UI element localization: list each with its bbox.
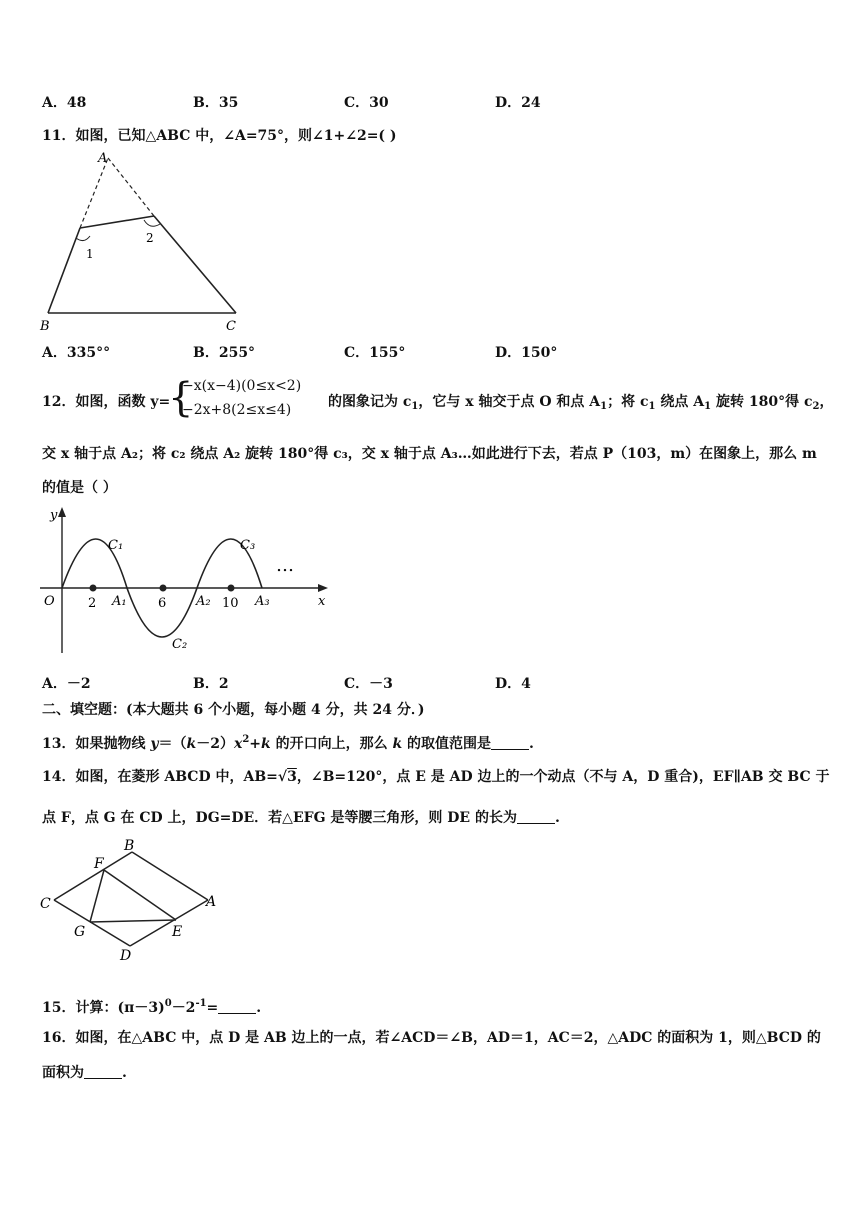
section-2-heading: 二、填空题：(本大题共 6 个小题，每小题 4 分，共 24 分．) [42,702,425,718]
q11-label-2: 2 [146,231,154,245]
q12-piece-2: −2x+8(2≤x≤4) [182,402,292,418]
q12-label-tick-10: 10 [222,596,239,611]
q14-side-ad [130,900,208,946]
q14-period: . [554,810,560,826]
q15-answer-blank[interactable] [218,999,256,1014]
q15-mid: －2 [171,1000,196,1016]
q14-sqrt-sign: √ [277,769,288,785]
q14-line2-text: 点 F，点 G 在 CD 上，DG=DE．若△EFG 是等腰三角形，则 DE 的长为 [42,810,517,826]
q12-y-arrow [58,507,66,517]
q12-label-tick-6: 6 [158,596,167,611]
q11-triangle-figure [36,150,256,335]
q14-label-c: C [40,896,51,912]
q12-sub-e: 2 [812,401,820,412]
q11-option-b: B．255° [193,345,256,361]
q14-segment-fe [104,870,176,920]
q14-label-a: A [206,894,217,910]
q14-label-g: G [74,924,86,940]
q13-mid: ＝（ [158,736,187,752]
q15-pre: 15．计算：(π－3) [42,1000,165,1016]
q11-dashed-ab [80,158,108,228]
q14-line1b: ，∠B=120°，点 E 是 AD 边上的一个动点（不与 A，D 重合)，EF∥AB 交 BC 于 [296,769,830,785]
q13-sq: 2 [242,734,250,745]
q12-prefix: 12．如图，函数 y= [42,394,171,410]
q12-text-d: 绕点 A [655,394,705,410]
q13-period: . [529,736,534,752]
q10-option-d: D．24 [495,95,541,111]
q11-label-1: 1 [86,247,94,261]
q15-sup-neg1: -1 [195,998,207,1009]
q12-point-6 [160,585,167,592]
q12-label-y: y [50,508,58,523]
q11-option-c: C．155° [344,345,406,361]
q11-cut-line [80,216,154,228]
q12-label-a1: A₁ [112,594,127,609]
q14-side-ba [132,852,208,900]
q14-label-e: E [172,924,183,940]
q14-line-1 [42,767,830,787]
q12-point-10 [228,585,235,592]
q16-line2-text: 面积为 [42,1065,84,1081]
q15-period: . [256,1000,262,1016]
q13-plus: + [249,736,262,752]
q12-point-2 [90,585,97,592]
q11-label-b: B [40,319,50,334]
q11-side-b-1 [48,228,80,313]
q12-label-tick-2: 2 [88,596,97,611]
q11-option-a: A．335°° [42,345,111,361]
q11-angle1-arc [76,236,90,241]
q12-label-x: x [318,594,326,609]
q12-piecewise-brace: { [168,375,194,421]
q12-text-c: ；将 c [607,394,649,410]
q13-post: 的开口向上，那么 [270,736,393,752]
q12-label-c2: C₂ [172,637,188,652]
q12-sub-a: 1 [411,401,419,412]
q11-side-2-c [154,216,236,313]
q12-x-arrow [318,584,328,592]
q12-label-a3: A₃ [255,594,270,609]
q11-option-d: D．150° [495,345,558,361]
q10-option-a: A．48 [42,95,87,111]
q12-sub-d: 1 [704,401,712,412]
q12-option-b: B．2 [193,676,229,692]
q14-side-dc [54,900,130,946]
q12-text-f: ， [819,394,834,410]
q13-k2: k [261,736,271,752]
q13-question [42,730,534,754]
q13-pre: 13．如果抛物线 [42,736,151,752]
q13-answer-blank[interactable] [491,735,529,750]
q12-text-e: 旋转 180°得 c [711,394,813,410]
q13-k3: k [392,736,403,752]
q11-label-a: A [98,151,108,166]
q11-question-text: 11．如图，已知△ABC 中，∠A=75°，则∠1+∠2=( ) [42,128,397,144]
q12-label-o: O [44,594,55,609]
q12-sub-b: 1 [600,401,608,412]
q12-text-b: ，它与 x 轴交于点 O 和点 A [418,394,601,410]
q10-option-c: C．30 [344,95,389,111]
q12-label-a2: A₂ [196,594,211,609]
q14-label-b: B [124,838,135,854]
q13-k1: k [186,736,197,752]
q12-sub-c: 1 [648,401,656,412]
q13-x: x [233,736,243,752]
q12-label-c3: C₃ [240,538,256,553]
q11-label-c: C [226,319,236,334]
q12-label-dots: … [276,555,294,576]
q14-rhombus-figure [36,838,221,963]
q14-side-cb [54,852,132,900]
q12-option-d: D．4 [495,676,531,692]
q12-line1-rest [328,392,833,417]
q16-line-2 [42,1063,127,1083]
q16-line-1: 16．如图，在△ABC 中，点 D 是 AB 边上的一点，若∠ACD＝∠B，AD＝1，AC＝2，△ADC 的面积为 1，则△BCD 的 [42,1030,821,1046]
q14-label-f: F [94,856,104,872]
q12-text-a: 的图象记为 c [328,394,412,410]
q12-option-c: C．－3 [344,676,393,692]
q10-option-b: B．35 [193,95,239,111]
q12-line-3: 的值是（ ） [42,480,117,496]
q14-sqrt-radicand: 3 [287,769,297,785]
q14-segment-fg [90,870,104,922]
q13-mid2: －2） [196,736,234,752]
q14-line-2 [42,808,560,828]
q16-period: . [122,1065,127,1081]
q14-answer-blank[interactable] [517,809,555,824]
q16-answer-blank[interactable] [84,1064,122,1079]
q14-line1a: 14．如图，在菱形 ABCD 中，AB= [42,769,278,785]
q14-label-d: D [120,948,132,963]
q15-sup-0: 0 [164,998,172,1009]
q12-label-c1: C₁ [108,538,124,553]
q12-graph-figure [36,505,336,657]
q14-segment-ge [90,920,176,922]
q15-end: = [206,1000,219,1016]
q12-line-2: 交 x 轴于点 A₂；将 c₂ 绕点 A₂ 旋转 180°得 c₃，交 x 轴于点 A₃…如此进行下去，若点 P（103，m）在图象上，那么 m [42,446,817,462]
q11-dashed-ac [108,158,154,216]
q15-question [42,994,261,1018]
q12-option-a: A．－2 [42,676,91,692]
q12-piece-1: −x(x−4)(0≤x<2) [182,378,302,394]
q13-y: y [150,736,159,752]
q13-end: 的取值范围是 [402,736,492,752]
